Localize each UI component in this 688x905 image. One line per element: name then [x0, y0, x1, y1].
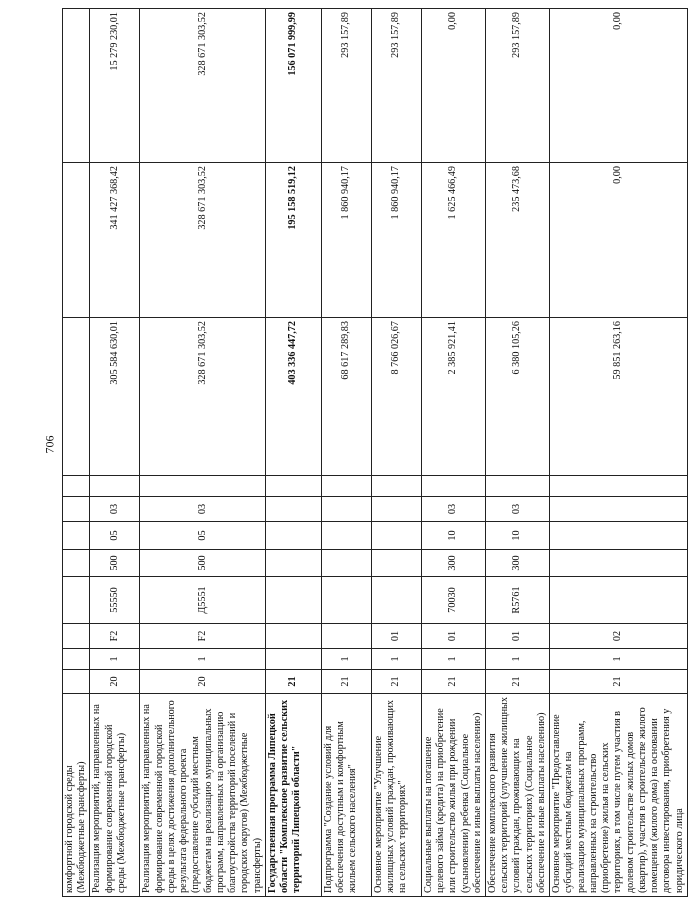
code-cell — [421, 476, 485, 497]
code-cell: 1 — [421, 649, 485, 670]
row-name-cell: Подпрограмма "Создание условий для обеспечения доступным и комфортным жильем сельского населения" — [321, 694, 371, 897]
amount-cell: 1 860 940,17 — [321, 163, 371, 318]
row-name-cell: Обеспечение комплексного развития сельских территорий (улучшение жилищных условий граждан, проживающих на сельских территориях) (Социальное обеспечение и иные выплаты населению) — [485, 694, 549, 897]
code-cell — [371, 522, 421, 550]
code-cell — [550, 577, 688, 624]
code-cell — [321, 577, 371, 624]
code-cell: F2 — [90, 624, 140, 649]
amount-cell: 0,00 — [421, 9, 485, 163]
code-cell — [265, 497, 321, 522]
row-name-cell: Государственная программа Липецкой области "Комплексное развитие сельских территорий Липецкой области" — [265, 694, 321, 897]
code-cell — [265, 624, 321, 649]
code-cell: 300 — [485, 550, 549, 577]
code-cell — [550, 476, 688, 497]
code-cell: 55550 — [90, 577, 140, 624]
code-cell — [265, 476, 321, 497]
amount-cell: 195 158 519,12 — [265, 163, 321, 318]
amount-cell: 6 380 105,26 — [485, 318, 549, 476]
table-row — [63, 9, 90, 897]
code-cell — [63, 522, 90, 550]
amount-cell: 328 671 303,52 — [140, 318, 265, 476]
code-cell — [63, 577, 90, 624]
code-cell: 20 — [90, 670, 140, 694]
amount-cell: 328 671 303,52 — [140, 9, 265, 163]
rotated-page — [62, 9, 685, 897]
amount-cell: 293 157,89 — [371, 9, 421, 163]
code-cell — [321, 550, 371, 577]
code-cell: 1 — [485, 649, 549, 670]
amount-cell: 8 766 026,67 — [371, 318, 421, 476]
code-cell: F2 — [140, 624, 265, 649]
row-name-cell: Реализация мероприятий, направленных на формирование современной городской среды (Межбюджетные трансферты) — [90, 694, 140, 897]
amount-cell: 15 279 230,01 — [90, 9, 140, 163]
table-row — [265, 9, 321, 897]
code-cell: 10 — [421, 522, 485, 550]
code-cell — [321, 476, 371, 497]
amount-cell — [63, 318, 90, 476]
code-cell: R5761 — [485, 577, 549, 624]
amount-cell: 156 071 999,99 — [265, 9, 321, 163]
code-cell — [63, 649, 90, 670]
amount-cell: 328 671 303,52 — [140, 163, 265, 318]
code-cell: 05 — [90, 522, 140, 550]
row-name-cell: Основное мероприятие "Предоставление субсидий местным бюджетам на реализацию муниципальных программ, направленных на строительство (приобретение) жилья на сельских территориях, в том числе путем участия в долевом строительстве жилых домов (квартир), участия в строительстве жилого помещения (жилого дома) на основании договора инвестирования, приобретения у юридического лица — [550, 694, 688, 897]
page-number: 706 — [42, 435, 57, 454]
table-row — [140, 9, 265, 897]
code-cell: 03 — [90, 497, 140, 522]
code-cell — [550, 550, 688, 577]
code-cell: 20 — [140, 670, 265, 694]
amount-cell: 59 851 263,16 — [550, 318, 688, 476]
code-cell: 05 — [140, 522, 265, 550]
code-cell: Д5551 — [140, 577, 265, 624]
code-cell — [63, 476, 90, 497]
amount-cell — [63, 9, 90, 163]
table-row — [550, 9, 688, 897]
amount-cell: 293 157,89 — [485, 9, 549, 163]
code-cell — [140, 476, 265, 497]
code-cell: 21 — [371, 670, 421, 694]
code-cell — [485, 476, 549, 497]
amount-cell: 1 860 940,17 — [371, 163, 421, 318]
code-cell — [63, 550, 90, 577]
code-cell — [371, 476, 421, 497]
code-cell: 21 — [485, 670, 549, 694]
amount-cell: 1 625 466,49 — [421, 163, 485, 318]
code-cell — [371, 577, 421, 624]
code-cell — [63, 624, 90, 649]
code-cell: 01 — [371, 624, 421, 649]
code-cell — [371, 550, 421, 577]
code-cell: 21 — [265, 670, 321, 694]
code-cell: 300 — [421, 550, 485, 577]
table-row — [321, 9, 371, 897]
code-cell: 1 — [140, 649, 265, 670]
table-row — [90, 9, 140, 897]
code-cell — [265, 577, 321, 624]
code-cell: 01 — [485, 624, 549, 649]
code-cell: 500 — [90, 550, 140, 577]
code-cell: 02 — [550, 624, 688, 649]
code-cell — [63, 670, 90, 694]
row-name-cell: Реализация мероприятий, направленных на формирование современной городской среды в целях достижения дополнительного результата федерального проекта (предоставление субсидий местным бюджетам на реализацию муниципальных программ, направленных на организацию благоустройства территорий поселений и городских округов) (Межбюджетные трансферты) — [140, 694, 265, 897]
code-cell — [265, 550, 321, 577]
code-cell — [550, 497, 688, 522]
code-cell: 01 — [421, 624, 485, 649]
code-cell — [321, 522, 371, 550]
row-name-cell: комфортной городской среды (Межбюджетные трансферты) — [63, 694, 90, 897]
code-cell — [265, 522, 321, 550]
code-cell: 70030 — [421, 577, 485, 624]
row-name-cell: Основное мероприятие "Улучшение жилищных условий граждан, проживающих на сельских территориях" — [371, 694, 421, 897]
amount-cell: 235 473,68 — [485, 163, 549, 318]
code-cell — [371, 497, 421, 522]
code-cell: 500 — [140, 550, 265, 577]
amount-cell: 0,00 — [550, 9, 688, 163]
amount-cell — [63, 163, 90, 318]
code-cell: 03 — [140, 497, 265, 522]
table-row — [485, 9, 549, 897]
code-cell: 1 — [90, 649, 140, 670]
code-cell: 1 — [550, 649, 688, 670]
table-row — [421, 9, 485, 897]
code-cell — [321, 497, 371, 522]
code-cell: 1 — [371, 649, 421, 670]
code-cell — [321, 624, 371, 649]
amount-cell: 2 385 921,41 — [421, 318, 485, 476]
code-cell: 10 — [485, 522, 549, 550]
budget-table — [62, 8, 688, 897]
code-cell: 21 — [550, 670, 688, 694]
row-name-cell: Социальные выплаты на погашение целевого займа (кредита) на приобретение или строительство жилья при рождении (усыновлении) ребенка (Социальное обеспечение и иные выплаты населению) — [421, 694, 485, 897]
code-cell — [63, 497, 90, 522]
code-cell: 21 — [421, 670, 485, 694]
code-cell — [550, 522, 688, 550]
code-cell: 21 — [321, 670, 371, 694]
code-cell — [265, 649, 321, 670]
amount-cell: 293 157,89 — [321, 9, 371, 163]
amount-cell: 305 584 630,01 — [90, 318, 140, 476]
code-cell: 03 — [485, 497, 549, 522]
amount-cell: 403 336 447,72 — [265, 318, 321, 476]
code-cell: 03 — [421, 497, 485, 522]
amount-cell: 68 617 289,83 — [321, 318, 371, 476]
amount-cell: 0,00 — [550, 163, 688, 318]
code-cell: 1 — [321, 649, 371, 670]
code-cell — [90, 476, 140, 497]
amount-cell: 341 427 368,42 — [90, 163, 140, 318]
table-row — [371, 9, 421, 897]
